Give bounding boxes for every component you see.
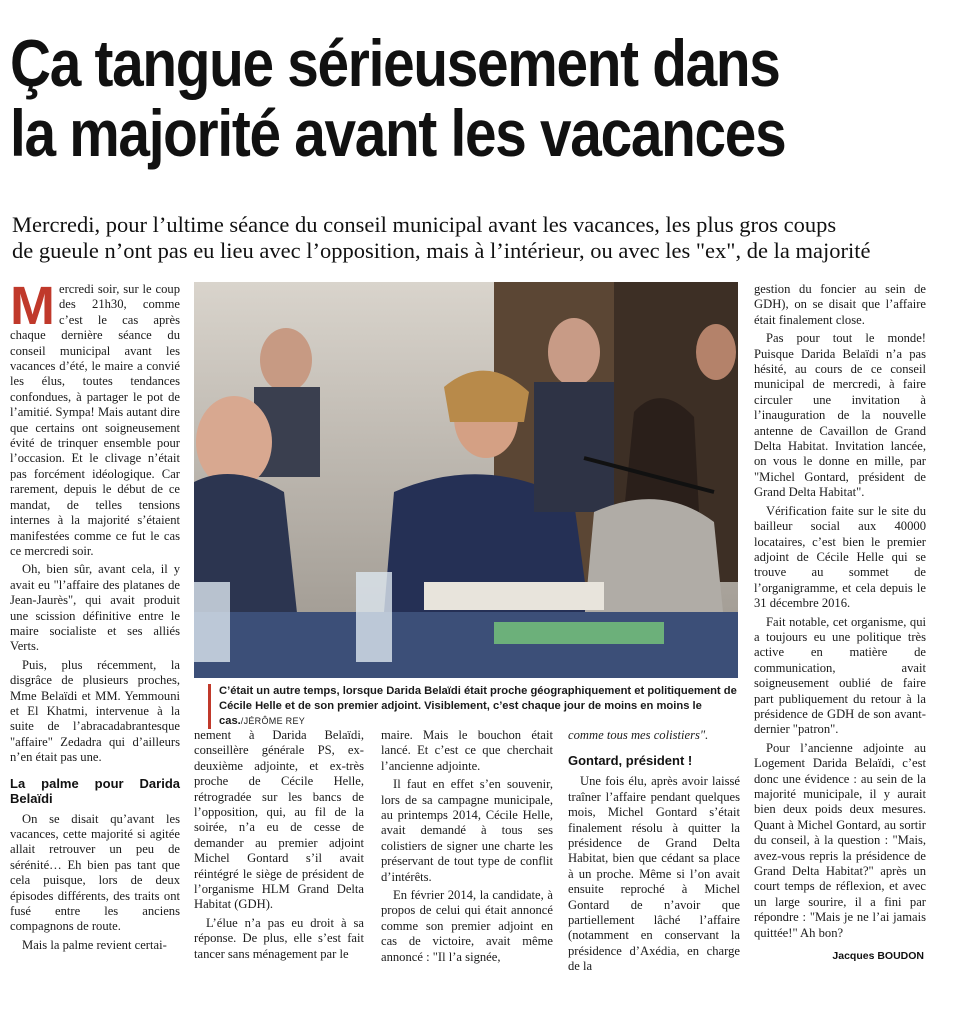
deck-line-2: de gueule n’ont pas eu lieu avec l’opposition, mais à l’intérieur, ou avec les "ex", de la majorité — [12, 238, 871, 263]
paragraph: comme tous mes colistiers". — [568, 728, 709, 742]
column-4 — [568, 728, 740, 978]
headline — [10, 28, 947, 168]
deck — [12, 212, 952, 264]
paragraph: Puis, plus récemment, la disgrâce de plusieurs proches, Mme Belaïdi et MM. Yemmouni et El Khatmi, intervenue à la suite de l’abracadabrantesque "affaire" Zedadra qui d’ailleurs n’en était pas une. — [10, 657, 180, 765]
drop-cap: M — [10, 276, 55, 336]
photo-caption — [208, 684, 749, 729]
paragraph: Oh, bien sûr, avant cela, il y avait eu "l’affaire des platanes de Jean-Jaurès", qui avait produit une scission définitive entre le maire socialiste et ses alliés Verts. — [10, 562, 180, 654]
paragraph: Une fois élu, après avoir laissé traîner l’affaire pendant quelques mois, Michel Gontard s’était finalement résolu à quitter la présidence de Grand Delta Habitat, bien que cédant sa place à un proche. Même si l’on avait ensuite reproché à Michel Gontard de n’avoir que partiellement lâché l’affaire (notamment en conservant la présidence d’Axédia, en charge de la — [568, 774, 740, 974]
council-meeting-photo — [194, 282, 738, 678]
photo-credit: /JÉRÔME REY — [240, 716, 306, 726]
paragraph: On se disait qu’avant les vacances, cette majorité si agitée allait retrouver un peu de sérénité… Eh bien pas tant que cela puisque, lors de deux épisodes différents, des traits ont fusé entre les anciens compagnons de route. — [10, 811, 180, 934]
paragraph-text: ercredi soir, sur le coup des 21h30, comme c’est le cas après chaque dernière séance du conseil municipal avant les vacances d’été, le maire a convié les élus, toutes tendances confondues, à partager le pot de l’amitié. Sympa! Mais autant dire que certains ont soigneusement évité de trinquer ensemble pour l’occasion. Et le clivage n’était pas forcément idéologique. Car rarement, depuis le début de ce mandat, de telles tensions internes à la majorité s’étaient manifestées comme ce fut le cas ce mercredi soir. — [10, 282, 180, 558]
paragraph: En février 2014, la candidate, à propos de celui qui était annoncé comme son premier adjoint en cas de victoire, avait même annoncé : "Il l’a signée, — [381, 888, 553, 964]
paragraph: Pas pour tout le monde! Puisque Darida Belaïdi n’a pas hésité, au cours de ce conseil municipal de mercredi, à faire circuler une invitation à l’inauguration de la nouvelle antenne de Cavaillon de Grand Delta Habitat. Invitation lancée, on vous le donne en mille, par "Michel Gontard, président de Grand Delta Habitat". — [754, 331, 926, 500]
deck-line-1: Mercredi, pour l’ultime séance du conseil municipal avant les vacances, les plus gros coups — [12, 212, 837, 237]
paragraph — [10, 276, 180, 559]
subhead: Gontard, président ! — [568, 753, 693, 769]
paragraph: maire. Mais le bouchon était lancé. Et c’est ce que cherchait l’ancienne adjointe. — [381, 728, 553, 773]
paragraph: Mais la palme revient certai- — [22, 937, 167, 952]
column-2 — [194, 728, 364, 965]
column-5 — [754, 282, 926, 944]
paragraph: Fait notable, cet organisme, qui a toujours eu une politique très active en matière de communication, avait soigneusement oublié de faire part publiquement du retour à la présidence de GDH de son avant-dernier "patron". — [754, 614, 926, 737]
paragraph: Il faut en effet s’en souvenir, lors de sa campagne municipale, au printemps 2014, Cécile Helle, avait demandé à tous ses colistiers de signer une charte les préservant de tout type de conflit d’intérêts. — [381, 777, 553, 884]
paragraph: Pour l’ancienne adjointe au Logement Darida Belaïdi, c’est donc une évidence : au sein de la majorité municipale, il y aurait bien deux poids deux mesures. Quant à Michel Gontard, au sortir du conseil, à la question : "Mais, avez-vous repris la présidence de Grand Delta Habitat?" après un court temps de réflexion, et avec un large sourire, il a fini par répondre : "Mais je ne l’ai jamais quittée!" Ah bon? — [754, 740, 926, 940]
subhead: La palme pour Darida Belaïdi — [10, 775, 180, 806]
paragraph: Vérification faite sur le site du bailleur social aux 40000 locataires, c’est bien le premier adjoint de Cécile Helle qui se trouve au sommet de l’organigramme, et cela depuis le 31 décembre 2016. — [754, 503, 926, 611]
caption-text: C’était un autre temps, lorsque Darida Belaïdi était proche géographiquement et politiquement de Cécile Helle et de son premier adjoint. Visiblement, c’est chaque jour de moins en moins le cas. — [219, 685, 737, 727]
paragraph: gestion du foncier au sein de GDH), on se disait que l’affaire était finalement close. — [754, 282, 926, 327]
headline-line-2: la majorité avant les vacances — [10, 96, 786, 170]
article-photo — [194, 282, 738, 678]
column-3 — [381, 728, 553, 968]
byline: Jacques BOUDON — [832, 950, 924, 962]
headline-line-1: Ça tangue sérieusement dans — [10, 26, 780, 100]
paragraph: nement à Darida Belaïdi, conseillère générale PS, ex-deuxième adjointe, et ex-très proche de Cécile Helle, rétrogradée sur les bancs de l’opposition, qui, au fil de la soirée, n’a eu de cesse de demander au premier adjoint Michel Gontard s’il avait réintégré le siège de président de l’organisme HLM Grand Delta Habitat (GDH). — [194, 728, 364, 912]
column-1 — [10, 276, 180, 956]
paragraph: L’élue n’a pas eu droit à sa réponse. De plus, elle s’est fait tancer sans ménagement par le — [194, 915, 364, 961]
